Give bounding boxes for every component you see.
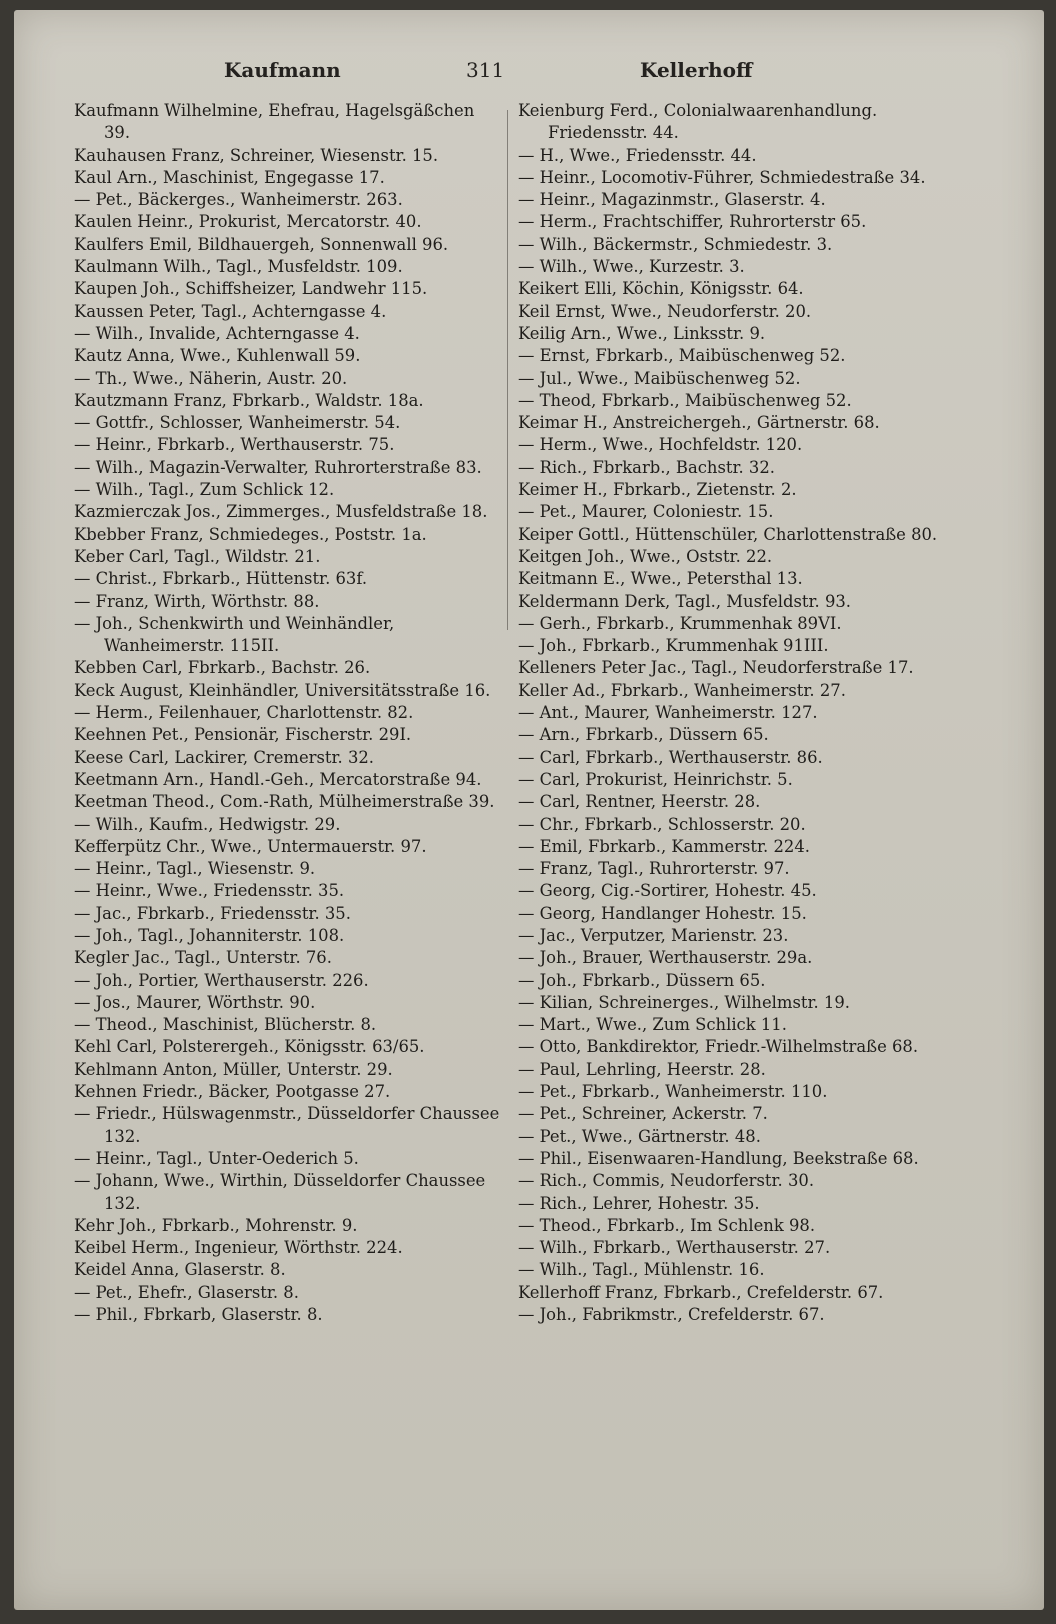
- directory-entry: — Jul., Wwe., Maibüschenweg 52.: [518, 368, 801, 388]
- directory-entry: — Rich., Commis, Neudorferstr. 30.: [518, 1171, 815, 1191]
- header-left-keyword: Kaufmann: [224, 58, 341, 82]
- directory-entry: Kautzmann Franz, Fbrkarb., Waldstr. 18a.: [74, 390, 424, 410]
- directory-entry: Keikert Elli, Köchin, Königsstr. 64.: [518, 279, 804, 299]
- directory-entry: — Herm., Feilenhauer, Charlottenstr. 82.: [74, 703, 414, 723]
- directory-entry: — Wilh., Magazin-Verwalter, Ruhrorterstraße 83.: [74, 457, 482, 477]
- directory-entry: — Pet., Maurer, Coloniestr. 15.: [518, 502, 774, 522]
- directory-entry: — Heinr., Wwe., Friedensstr. 35.: [74, 881, 345, 901]
- directory-entry: Kazmierczak Jos., Zimmerges., Musfeldstraße 18.: [74, 502, 488, 522]
- directory-entry: — Arn., Fbrkarb., Düssern 65.: [518, 725, 769, 745]
- directory-entry: — Phil., Fbrkarb, Glaserstr. 8.: [74, 1305, 323, 1325]
- directory-entry: Kefferpütz Chr., Wwe., Untermauerstr. 97.: [74, 836, 427, 856]
- directory-entry: — Wilh., Bäckermstr., Schmiedestr. 3.: [518, 234, 833, 254]
- column-divider: [507, 110, 508, 630]
- directory-entry: Keck August, Kleinhändler, Universitätsstraße 16.: [74, 680, 491, 700]
- directory-entry: Kauhausen Franz, Schreiner, Wiesenstr. 15.: [74, 145, 439, 165]
- directory-entry: — Heinr., Magazinmstr., Glaserstr. 4.: [518, 190, 826, 210]
- directory-entry: — Christ., Fbrkarb., Hüttenstr. 63f.: [74, 569, 368, 589]
- directory-entry: Kehr Joh., Fbrkarb., Mohrenstr. 9.: [74, 1215, 358, 1235]
- directory-entry: — Jos., Maurer, Wörthstr. 90.: [74, 992, 316, 1012]
- directory-entry: — Rich., Lehrer, Hohestr. 35.: [518, 1193, 760, 1213]
- directory-entry: — Rich., Fbrkarb., Bachstr. 32.: [518, 457, 775, 477]
- directory-entry: — Theod., Maschinist, Blücherstr. 8.: [74, 1015, 377, 1035]
- directory-entry: — H., Wwe., Friedensstr. 44.: [518, 145, 757, 165]
- directory-entry: Keimar H., Anstreichergeh., Gärtnerstr. 68.: [518, 413, 880, 433]
- directory-entry: — Gerh., Fbrkarb., Krummenhak 89VI.: [518, 613, 842, 633]
- directory-entry: — Heinr., Fbrkarb., Werthauserstr. 75.: [74, 435, 395, 455]
- directory-entry: Kaupen Joh., Schiffsheizer, Landwehr 115.: [74, 279, 428, 299]
- directory-entry: — Heinr., Locomotiv-Führer, Schmiedestraße 34.: [518, 167, 926, 187]
- directory-entry: — Friedr., Hülswagenmstr., Düsseldorfer Chaussee 132.: [74, 1104, 500, 1146]
- directory-entry: Keetman Theod., Com.-Rath, Mülheimerstraße 39.: [74, 792, 495, 812]
- directory-entry: Kegler Jac., Tagl., Unterstr. 76.: [74, 948, 332, 968]
- directory-entry: — Herm., Wwe., Hochfeldstr. 120.: [518, 435, 803, 455]
- directory-entry: — Joh., Fabrikmstr., Crefelderstr. 67.: [518, 1305, 825, 1325]
- directory-entry: — Wilh., Tagl., Zum Schlick 12.: [74, 480, 335, 500]
- directory-entry: — Wilh., Kaufm., Hedwigstr. 29.: [74, 814, 341, 834]
- directory-entry: — Paul, Lehrling, Heerstr. 28.: [518, 1059, 766, 1079]
- directory-entry: — Gottfr., Schlosser, Wanheimerstr. 54.: [74, 413, 401, 433]
- directory-entry: — Herm., Frachtschiffer, Ruhrorterstr 65.: [518, 212, 867, 232]
- directory-entry: — Carl, Prokurist, Heinrichstr. 5.: [518, 769, 793, 789]
- directory-entry: — Pet., Wwe., Gärtnerstr. 48.: [518, 1126, 761, 1146]
- directory-entry: Keitgen Joh., Wwe., Oststr. 22.: [518, 546, 773, 566]
- header-right-keyword: Kellerhoff: [640, 58, 753, 82]
- directory-entry: — Joh., Fbrkarb., Krummenhak 91III.: [518, 636, 829, 656]
- directory-entry: — Mart., Wwe., Zum Schlick 11.: [518, 1015, 787, 1035]
- directory-entry: Keller Ad., Fbrkarb., Wanheimerstr. 27.: [518, 680, 846, 700]
- directory-entry: — Wilh., Wwe., Kurzestr. 3.: [518, 257, 745, 277]
- directory-entry: — Ernst, Fbrkarb., Maibüschenweg 52.: [518, 346, 846, 366]
- directory-entry: Kaulen Heinr., Prokurist, Mercatorstr. 40.: [74, 212, 422, 232]
- directory-entry: — Heinr., Tagl., Wiesenstr. 9.: [74, 859, 316, 879]
- directory-entry: Kehl Carl, Polsterergeh., Königsstr. 63/65.: [74, 1037, 425, 1057]
- directory-page: [14, 10, 1044, 1610]
- directory-entry: — Th., Wwe., Näherin, Austr. 20.: [74, 368, 348, 388]
- left-column: [74, 100, 504, 1326]
- directory-entry: — Theod., Fbrkarb., Im Schlenk 98.: [518, 1215, 816, 1235]
- directory-entry: Keienburg Ferd., Colonialwaarenhandlung. Friedensstr. 44.: [518, 101, 878, 143]
- directory-entry: Keidel Anna, Glaserstr. 8.: [74, 1260, 286, 1280]
- page-number: 311: [466, 58, 505, 82]
- directory-entry: — Jac., Fbrkarb., Friedensstr. 35.: [74, 903, 351, 923]
- directory-entry: — Theod, Fbrkarb., Maibüschenweg 52.: [518, 390, 852, 410]
- directory-entry: — Johann, Wwe., Wirthin, Düsseldorfer Chaussee 132.: [74, 1171, 486, 1213]
- directory-entry: — Georg, Handlanger Hohestr. 15.: [518, 903, 807, 923]
- directory-entry: — Carl, Fbrkarb., Werthauserstr. 86.: [518, 747, 823, 767]
- directory-entry: Kaulmann Wilh., Tagl., Musfeldstr. 109.: [74, 257, 403, 277]
- directory-entry: — Joh., Portier, Werthauserstr. 226.: [74, 970, 369, 990]
- directory-entry: Keldermann Derk, Tagl., Musfeldstr. 93.: [518, 591, 852, 611]
- directory-entry: — Kilian, Schreinerges., Wilhelmstr. 19.: [518, 992, 850, 1012]
- directory-entry: Kaul Arn., Maschinist, Engegasse 17.: [74, 167, 385, 187]
- directory-entry: Keetmann Arn., Handl.-Geh., Mercatorstraße 94.: [74, 769, 482, 789]
- directory-entry: Kautz Anna, Wwe., Kuhlenwall 59.: [74, 346, 361, 366]
- directory-entry: Kebben Carl, Fbrkarb., Bachstr. 26.: [74, 658, 371, 678]
- directory-entry: — Emil, Fbrkarb., Kammerstr. 224.: [518, 836, 810, 856]
- directory-entry: — Georg, Cig.-Sortirer, Hohestr. 45.: [518, 881, 817, 901]
- directory-entry: Keimer H., Fbrkarb., Zietenstr. 2.: [518, 480, 797, 500]
- directory-entry: Keiper Gottl., Hüttenschüler, Charlottenstraße 80.: [518, 524, 938, 544]
- directory-entry: Keitmann E., Wwe., Petersthal 13.: [518, 569, 803, 589]
- directory-entry: Kbebber Franz, Schmiedeges., Poststr. 1a.: [74, 524, 427, 544]
- page-header: [14, 58, 1044, 98]
- directory-entry: Keese Carl, Lackirer, Cremerstr. 32.: [74, 747, 375, 767]
- directory-entry: — Chr., Fbrkarb., Schlosserstr. 20.: [518, 814, 806, 834]
- directory-entry: Keehnen Pet., Pensionär, Fischerstr. 29I.: [74, 725, 412, 745]
- directory-entry: Kelleners Peter Jac., Tagl., Neudorferstraße 17.: [518, 658, 914, 678]
- directory-entry: — Pet., Schreiner, Ackerstr. 7.: [518, 1104, 768, 1124]
- directory-entry: — Wilh., Fbrkarb., Werthauserstr. 27.: [518, 1238, 831, 1258]
- directory-entry: — Franz, Wirth, Wörthstr. 88.: [74, 591, 320, 611]
- directory-entry: — Phil., Eisenwaaren-Handlung, Beekstraße 68.: [518, 1148, 919, 1168]
- directory-entry: — Franz, Tagl., Ruhrorterstr. 97.: [518, 859, 790, 879]
- directory-entry: — Joh., Schenkwirth und Weinhändler, Wanheimerstr. 115II.: [74, 613, 395, 656]
- directory-entry: — Carl, Rentner, Heerstr. 28.: [518, 792, 761, 812]
- directory-entry: Kehnen Friedr., Bäcker, Pootgasse 27.: [74, 1082, 391, 1102]
- directory-entry: Kaulfers Emil, Bildhauergeh, Sonnenwall 96.: [74, 234, 449, 254]
- directory-entry: Keber Carl, Tagl., Wildstr. 21.: [74, 546, 321, 566]
- directory-entry: Keilig Arn., Wwe., Linksstr. 9.: [518, 323, 766, 343]
- directory-entry: — Jac., Verputzer, Marienstr. 23.: [518, 925, 789, 945]
- directory-entry: — Otto, Bankdirektor, Friedr.-Wilhelmstraße 68.: [518, 1037, 919, 1057]
- directory-entry: — Joh., Fbrkarb., Düssern 65.: [518, 970, 766, 990]
- directory-entry: Kehlmann Anton, Müller, Unterstr. 29.: [74, 1059, 393, 1079]
- directory-entry: — Joh., Brauer, Werthauserstr. 29a.: [518, 948, 813, 968]
- directory-entry: Keibel Herm., Ingenieur, Wörthstr. 224.: [74, 1238, 403, 1258]
- directory-entry: — Wilh., Tagl., Mühlenstr. 16.: [518, 1260, 765, 1280]
- directory-entry: — Ant., Maurer, Wanheimerstr. 127.: [518, 703, 818, 723]
- directory-entry: — Wilh., Invalide, Achterngasse 4.: [74, 323, 360, 343]
- right-column: [518, 100, 938, 1326]
- directory-entry: — Pet., Fbrkarb., Wanheimerstr. 110.: [518, 1082, 828, 1102]
- directory-entry: — Joh., Tagl., Johanniterstr. 108.: [74, 925, 345, 945]
- directory-entry: — Heinr., Tagl., Unter-Oederich 5.: [74, 1148, 359, 1168]
- directory-entry: — Pet., Ehefr., Glaserstr. 8.: [74, 1282, 299, 1302]
- directory-entry: Kaufmann Wilhelmine, Ehefrau, Hagelsgäßchen 39.: [74, 101, 475, 143]
- directory-entry: Kaussen Peter, Tagl., Achterngasse 4.: [74, 301, 387, 321]
- directory-entry: — Pet., Bäckerges., Wanheimerstr. 263.: [74, 190, 403, 210]
- directory-entry: Kellerhoff Franz, Fbrkarb., Crefelderstr. 67.: [518, 1282, 884, 1302]
- directory-entry: Keil Ernst, Wwe., Neudorferstr. 20.: [518, 301, 812, 321]
